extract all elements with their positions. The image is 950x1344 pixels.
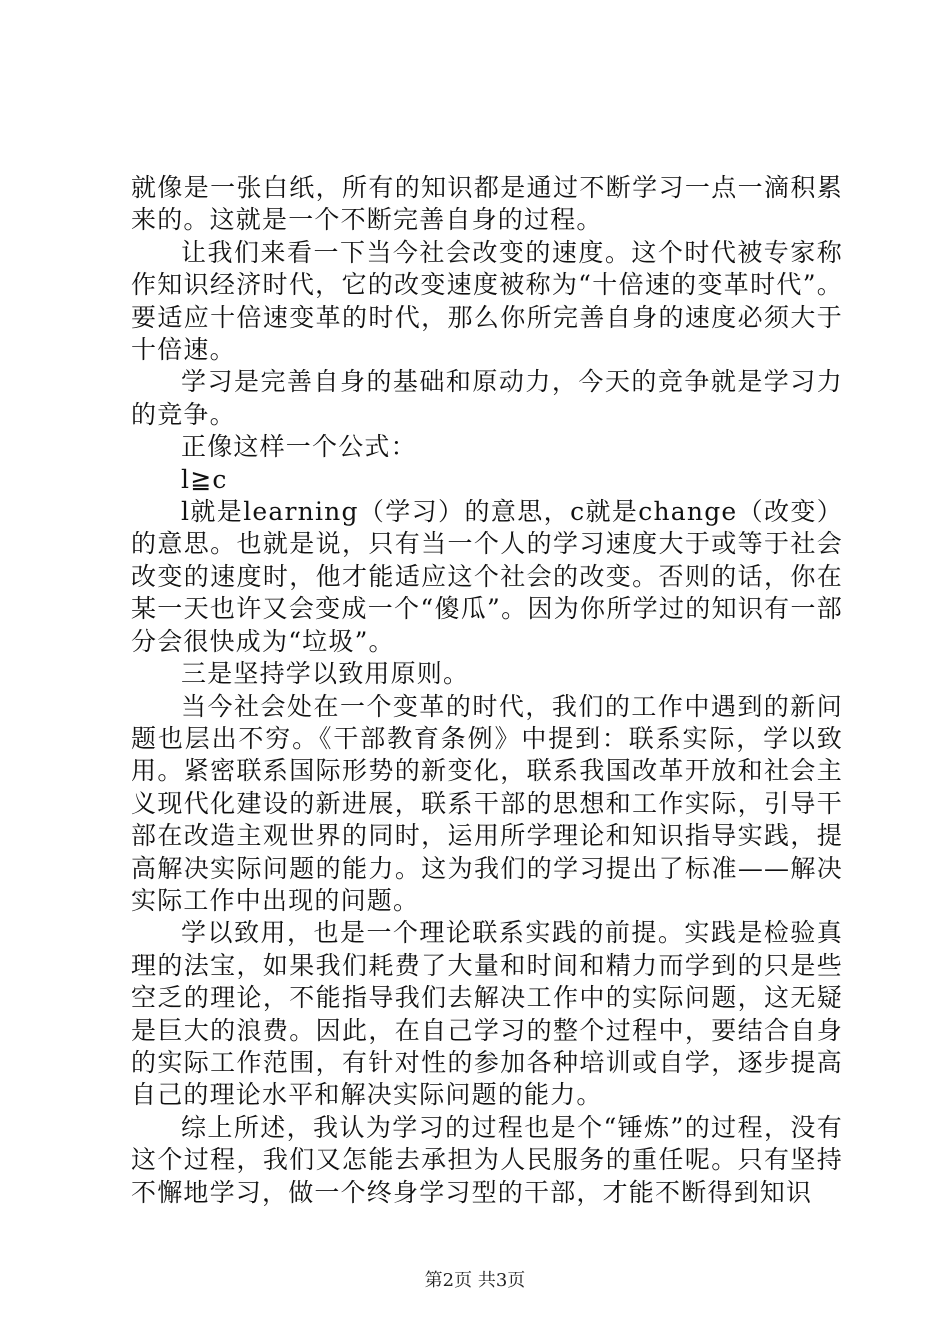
paragraph: 综上所述，我认为学习的过程也是个“锤炼”的过程，没有这个过程，我们又怎能去承担为人民服务的重任呢。只有坚持不懈地学习，做一个终身学习型的干部，才能不断得到知识 bbox=[131, 1112, 843, 1207]
section-heading: 三是坚持学以致用原则。 bbox=[181, 659, 470, 689]
paragraph: 让我们来看一下当今社会改变的速度。这个时代被专家称作知识经济时代，它的改变速度被称为“十倍速的变革时代”。要适应十倍速变革的时代，那么你所完善自身的速度必须大于十倍速。 bbox=[131, 237, 843, 365]
paragraph: 当今社会处在一个变革的时代，我们的工作中遇到的新问题也层出不穷。《干部教育条例》中提到：联系实际，学以致用。紧密联系国际形势的新变化，联系我国改革开放和社会主义现代化建设的新进展，联系干部的思想和工作实际，引导干部在改造主观世界的同时，运用所学理论和知识指导实践，提高解决实际问题的能力。这为我们的学习提出了标准——解决实际工作中出现的问题。 bbox=[131, 691, 843, 915]
paragraph: l就是learning（学习）的意思，c就是change（改变）的意思。也就是说，只有当一个人的学习速度大于或等于社会改变的速度时，他才能适应这个社会的改变。否则的话，你在某一天也许又会变成一个“傻瓜”。因为你所学过的知识有一部分会很快成为“垃圾”。 bbox=[131, 497, 843, 656]
page-number-footer: 第2页 共3页 bbox=[424, 1270, 526, 1291]
paragraph: 正像这样一个公式： bbox=[181, 432, 417, 462]
formula-line: l≧c bbox=[181, 464, 228, 494]
paragraph: 学习是完善自身的基础和原动力，今天的竞争就是学习力的竞争。 bbox=[131, 367, 843, 429]
paragraph: 就像是一张白纸，所有的知识都是通过不断学习一点一滴积累来的。这就是一个不断完善自身的过程。 bbox=[131, 173, 843, 235]
paragraph: 学以致用，也是一个理论联系实践的前提。实践是检验真理的法宝，如果我们耗费了大量和时间和精力而学到的只是些空乏的理论，不能指导我们去解决工作中的实际问题，这无疑是巨大的浪费。因此，在自己学习的整个过程中，要结合自身的实际工作范围，有针对性的参加各种培训或自学，逐步提高自己的理论水平和解决实际问题的能力。 bbox=[131, 918, 843, 1110]
document-body bbox=[131, 172, 843, 1209]
